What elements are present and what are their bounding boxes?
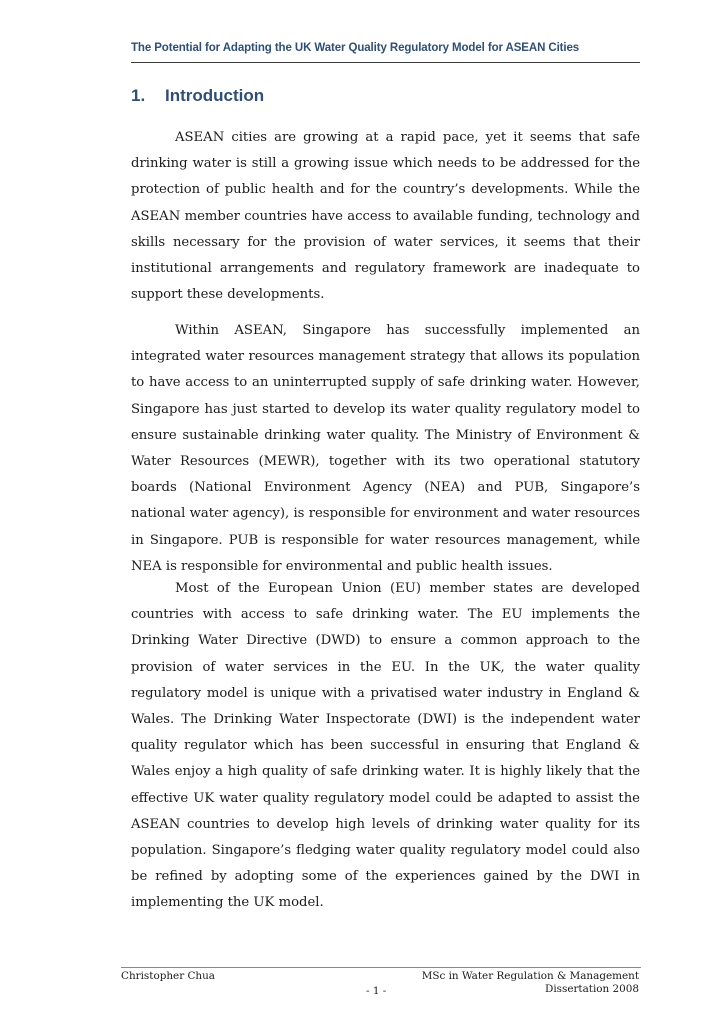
footer-programme: MSc in Water Regulation & Management <box>421 970 639 982</box>
section-title: Introduction <box>165 86 265 105</box>
running-header: The Potential for Adapting the UK Water Quality Regulatory Model for ASEAN Cities <box>131 42 580 54</box>
paragraph-text: ASEAN cities are growing at a rapid pace, yet it seems that safe drinking water is still a growing issue which needs to be addressed for the protection of public health and for the country’s developments. While the ASEAN member countries have access to available funding, technology and skills necessary for the provision of water services, it seems that their institutional arrangements and regulatory framework are inadequate to support these developments. <box>131 130 640 303</box>
page-number: - 1 - <box>366 985 387 997</box>
paragraph <box>131 576 640 917</box>
section-number: 1. <box>131 86 146 105</box>
section-heading <box>131 86 264 106</box>
paragraph-text: Most of the European Union (EU) member states are developed countries with access to safe drinking water. The EU implements the Drinking Water Directive (DWD) to ensure a common approach to the provision of water services in the EU. In the UK, the water quality regulatory model is unique with a privatised water industry in England & Wales. The Drinking Water Inspectorate (DWI) is the independent water quality regulator which has been successful in ensuring that England & Wales enjoy a high quality of safe drinking water. It is highly likely that the effective UK water quality regulatory model could be adapted to assist the ASEAN countries to develop high levels of drinking water quality for its population. Singapore’s fledging water quality regulatory model could also be refined by adopting some of the experiences gained by the DWI in implementing the UK model. <box>131 581 640 911</box>
footer-author: Christopher Chua <box>121 970 215 982</box>
footer-programme-block <box>422 970 639 996</box>
footer-divider <box>121 967 641 968</box>
footer-document-type: Dissertation 2008 <box>545 983 639 995</box>
paragraph <box>131 125 640 308</box>
paragraph <box>131 318 640 580</box>
header-divider <box>131 62 640 63</box>
paragraph-text: Within ASEAN, Singapore has successfully implemented an integrated water resources management strategy that allows its population to have access to an uninterrupted supply of safe drinking water. However, Singapore has just started to develop its water quality regulatory model to ensure sustainable drinking water quality. The Ministry of Environment & Water Resources (MEWR), together with its two operational statutory boards (National Environment Agency (NEA) and PUB, Singapore’s national water agency), is responsible for environment and water resources in Singapore. PUB is responsible for water resources management, while NEA is responsible for environmental and public health issues. <box>131 323 640 574</box>
